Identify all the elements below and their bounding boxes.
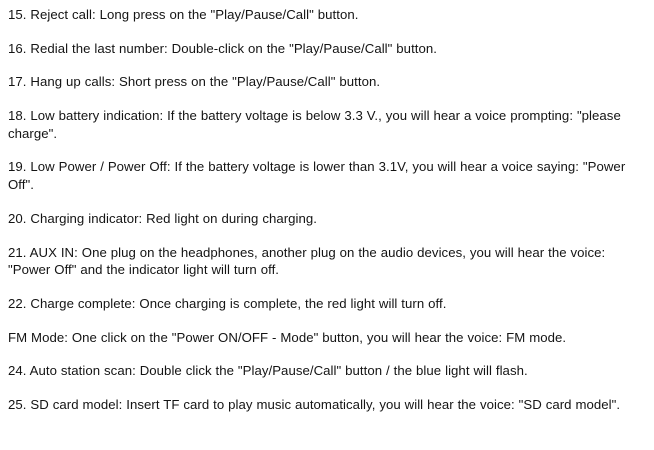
instruction-item: 24. Auto station scan: Double click the "Play/Pause/Call" button / the blue light will flash. <box>8 363 528 379</box>
instruction-item: 20. Charging indicator: Red light on during charging. <box>8 210 318 226</box>
instruction-item: 22. Charge complete: Once charging is complete, the red light will turn off. <box>8 295 447 311</box>
instruction-item: 19. Low Power / Power Off: If the battery voltage is lower than 3.1V, you will hear a voice saying: "Power Off". <box>8 159 626 193</box>
instruction-item: FM Mode: One click on the "Power ON/OFF - Mode" button, you will hear the voice: FM mode. <box>8 329 567 345</box>
instruction-item: 15. Reject call: Long press on the "Play/Pause/Call" button. <box>8 7 359 22</box>
instruction-item: 18. Low battery indication: If the battery voltage is below 3.3 V., you will hear a voice prompting: "please charge". <box>8 108 621 141</box>
instruction-item: 21. AUX IN: One plug on the headphones, another plug on the audio devices, you will hear the voice: "Power Off" and the indicator light will turn off. <box>8 244 606 278</box>
instruction-item: 25. SD card model: Insert TF card to play music automatically, you will hear the voice: "SD card model". <box>8 396 621 412</box>
instruction-item: 16. Redial the last number: Double-click on the "Play/Pause/Call" button. <box>8 40 437 56</box>
instruction-item: 17. Hang up calls: Short press on the "Play/Pause/Call" button. <box>8 74 381 90</box>
